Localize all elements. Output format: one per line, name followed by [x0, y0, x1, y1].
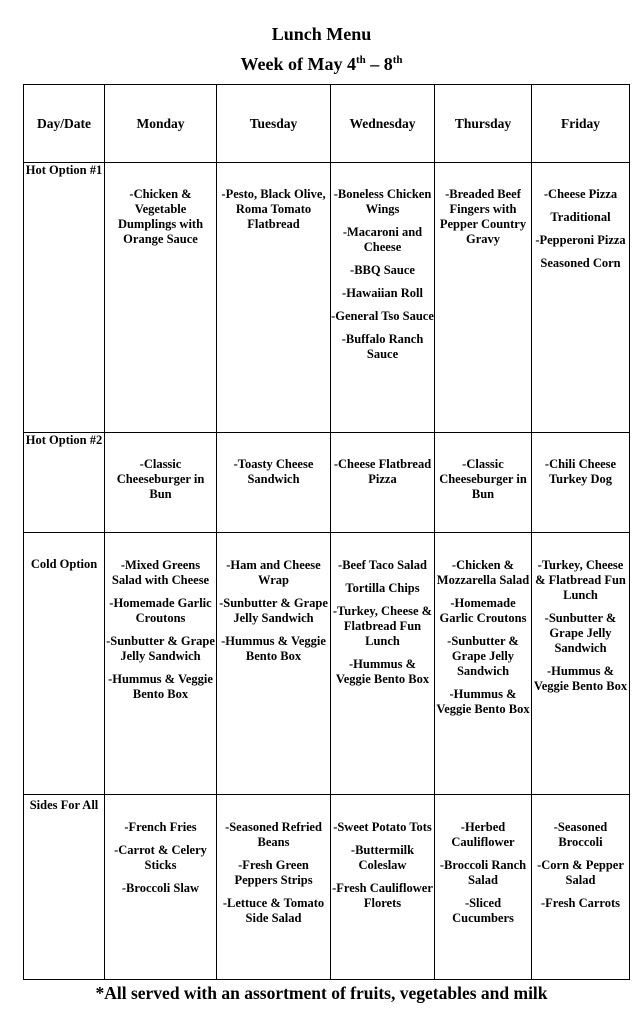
menu-item: Tortilla Chips [345, 581, 420, 595]
column-header-thursday: Thursday [435, 85, 532, 163]
table-row [24, 533, 630, 795]
column-header-wednesday: Wednesday [331, 85, 435, 163]
menu-cell-friday [532, 533, 630, 795]
row-label: Sides For All [24, 795, 105, 980]
menu-item: -Fresh Cauliflower Florets [332, 881, 433, 910]
menu-item: -Hawaiian Roll [342, 286, 423, 300]
footer-note: *All served with an assortment of fruits, vegetables and milk [95, 983, 548, 1003]
column-header-tuesday: Tuesday [217, 85, 331, 163]
row-label: Cold Option [24, 533, 105, 795]
menu-item: -Buttermilk Coleslaw [350, 843, 415, 872]
menu-cell-thursday [435, 795, 532, 980]
menu-item: -Sweet Potato Tots [333, 820, 432, 834]
menu-item: -General Tso Sauce [331, 309, 434, 323]
menu-item: -Toasty Cheese Sandwich [233, 457, 314, 486]
menu-cell-friday [532, 795, 630, 980]
menu-item: -Ham and Cheese Wrap [226, 558, 321, 587]
menu-item: -Sunbutter & Grape Jelly Sandwich [106, 634, 215, 663]
menu-item: -Hummus & Veggie Bento Box [335, 657, 430, 686]
menu-item: -Hummus & Veggie Bento Box [221, 634, 326, 663]
menu-item: -Classic Cheeseburger in Bun [439, 457, 527, 501]
menu-item: -Buffalo Ranch Sauce [341, 332, 424, 361]
menu-item: -Hummus & Veggie Bento Box [108, 672, 213, 701]
column-header-friday: Friday [532, 85, 630, 163]
menu-item: -Mixed Greens Salad with Cheese [111, 558, 210, 587]
menu-item: -Pesto, Black Olive, Roma Tomato Flatbread [221, 187, 326, 231]
menu-item: -Turkey, Cheese & Flatbread Fun Lunch [332, 604, 433, 648]
column-header-daydate: Day/Date [24, 85, 105, 163]
menu-item: -Seasoned Refried Beans [225, 820, 322, 849]
menu-item: -Homemade Garlic Croutons [439, 596, 527, 625]
week-range: Week of May 4th – 8th [240, 54, 403, 74]
menu-item: -Sunbutter & Grape Jelly Sandwich [447, 634, 519, 678]
menu-cell-friday [532, 163, 630, 433]
page-title: Lunch Menu [271, 24, 372, 44]
menu-item: -Chicken & Mozzarella Salad [436, 558, 530, 587]
menu-item: -Pepperoni Pizza [535, 233, 626, 247]
menu-item: -Cheese Pizza [543, 187, 618, 201]
menu-cell-monday [105, 433, 217, 533]
menu-cell-monday [105, 795, 217, 980]
menu-item: -Boneless Chicken Wings [333, 187, 432, 216]
menu-item: Seasoned Corn [540, 256, 621, 270]
menu-item: -Chili Cheese Turkey Dog [544, 457, 617, 486]
menu-cell-thursday [435, 163, 532, 433]
menu-item: -Seasoned Broccoli [553, 820, 608, 849]
menu-cell-tuesday [217, 533, 331, 795]
menu-item: -Broccoli Ranch Salad [439, 858, 527, 887]
menu-item: -Broccoli Slaw [121, 881, 200, 895]
menu-item: -Turkey, Cheese & Flatbread Fun Lunch [535, 558, 626, 602]
header-row [24, 85, 630, 163]
table-row [24, 163, 630, 433]
menu-cell-friday [532, 433, 630, 533]
menu-cell-monday [105, 533, 217, 795]
menu-cell-tuesday [217, 433, 331, 533]
menu-cell-thursday [435, 433, 532, 533]
menu-item: -Corn & Pepper Salad [537, 858, 624, 887]
menu-item: -Homemade Garlic Croutons [109, 596, 212, 625]
menu-item: -Lettuce & Tomato Side Salad [222, 896, 325, 925]
column-header-monday: Monday [105, 85, 217, 163]
row-label: Hot Option #1 [24, 163, 105, 433]
menu-item: -Sunbutter & Grape Jelly Sandwich [544, 611, 617, 655]
menu-item: -BBQ Sauce [350, 263, 415, 277]
lunch-menu-table [23, 84, 630, 980]
menu-cell-wednesday [331, 533, 435, 795]
menu-cell-wednesday [331, 433, 435, 533]
menu-cell-tuesday [217, 163, 331, 433]
menu-item: -Breaded Beef Fingers with Pepper Country Gravy [439, 187, 527, 246]
menu-item: -Fresh Green Peppers Strips [234, 858, 313, 887]
menu-item: -Cheese Flatbread Pizza [333, 457, 432, 486]
menu-item: -Sunbutter & Grape Jelly Sandwich [219, 596, 328, 625]
table-row [24, 433, 630, 533]
row-label: Hot Option #2 [24, 433, 105, 533]
menu-cell-wednesday [331, 795, 435, 980]
menu-item: -Fresh Carrots [540, 896, 621, 910]
menu-item: -Carrot & Celery Sticks [114, 843, 207, 872]
menu-cell-thursday [435, 533, 532, 795]
menu-item: -Chicken & Vegetable Dumplings with Orange Sauce [117, 187, 204, 246]
menu-item: -Hummus & Veggie Bento Box [533, 664, 628, 693]
menu-item: -Herbed Cauliflower [451, 820, 515, 849]
menu-item: -Beef Taco Salad [338, 558, 427, 572]
menu-item: -Sliced Cucumbers [452, 896, 514, 925]
menu-item: Traditional [550, 210, 611, 224]
menu-item: -Macaroni and Cheese [342, 225, 423, 254]
menu-item: -Classic Cheeseburger in Bun [116, 457, 205, 501]
table-row [24, 795, 630, 980]
menu-cell-tuesday [217, 795, 331, 980]
menu-item: -French Fries [124, 820, 197, 834]
menu-cell-wednesday [331, 163, 435, 433]
menu-cell-monday [105, 163, 217, 433]
menu-item: -Hummus & Veggie Bento Box [436, 687, 530, 716]
